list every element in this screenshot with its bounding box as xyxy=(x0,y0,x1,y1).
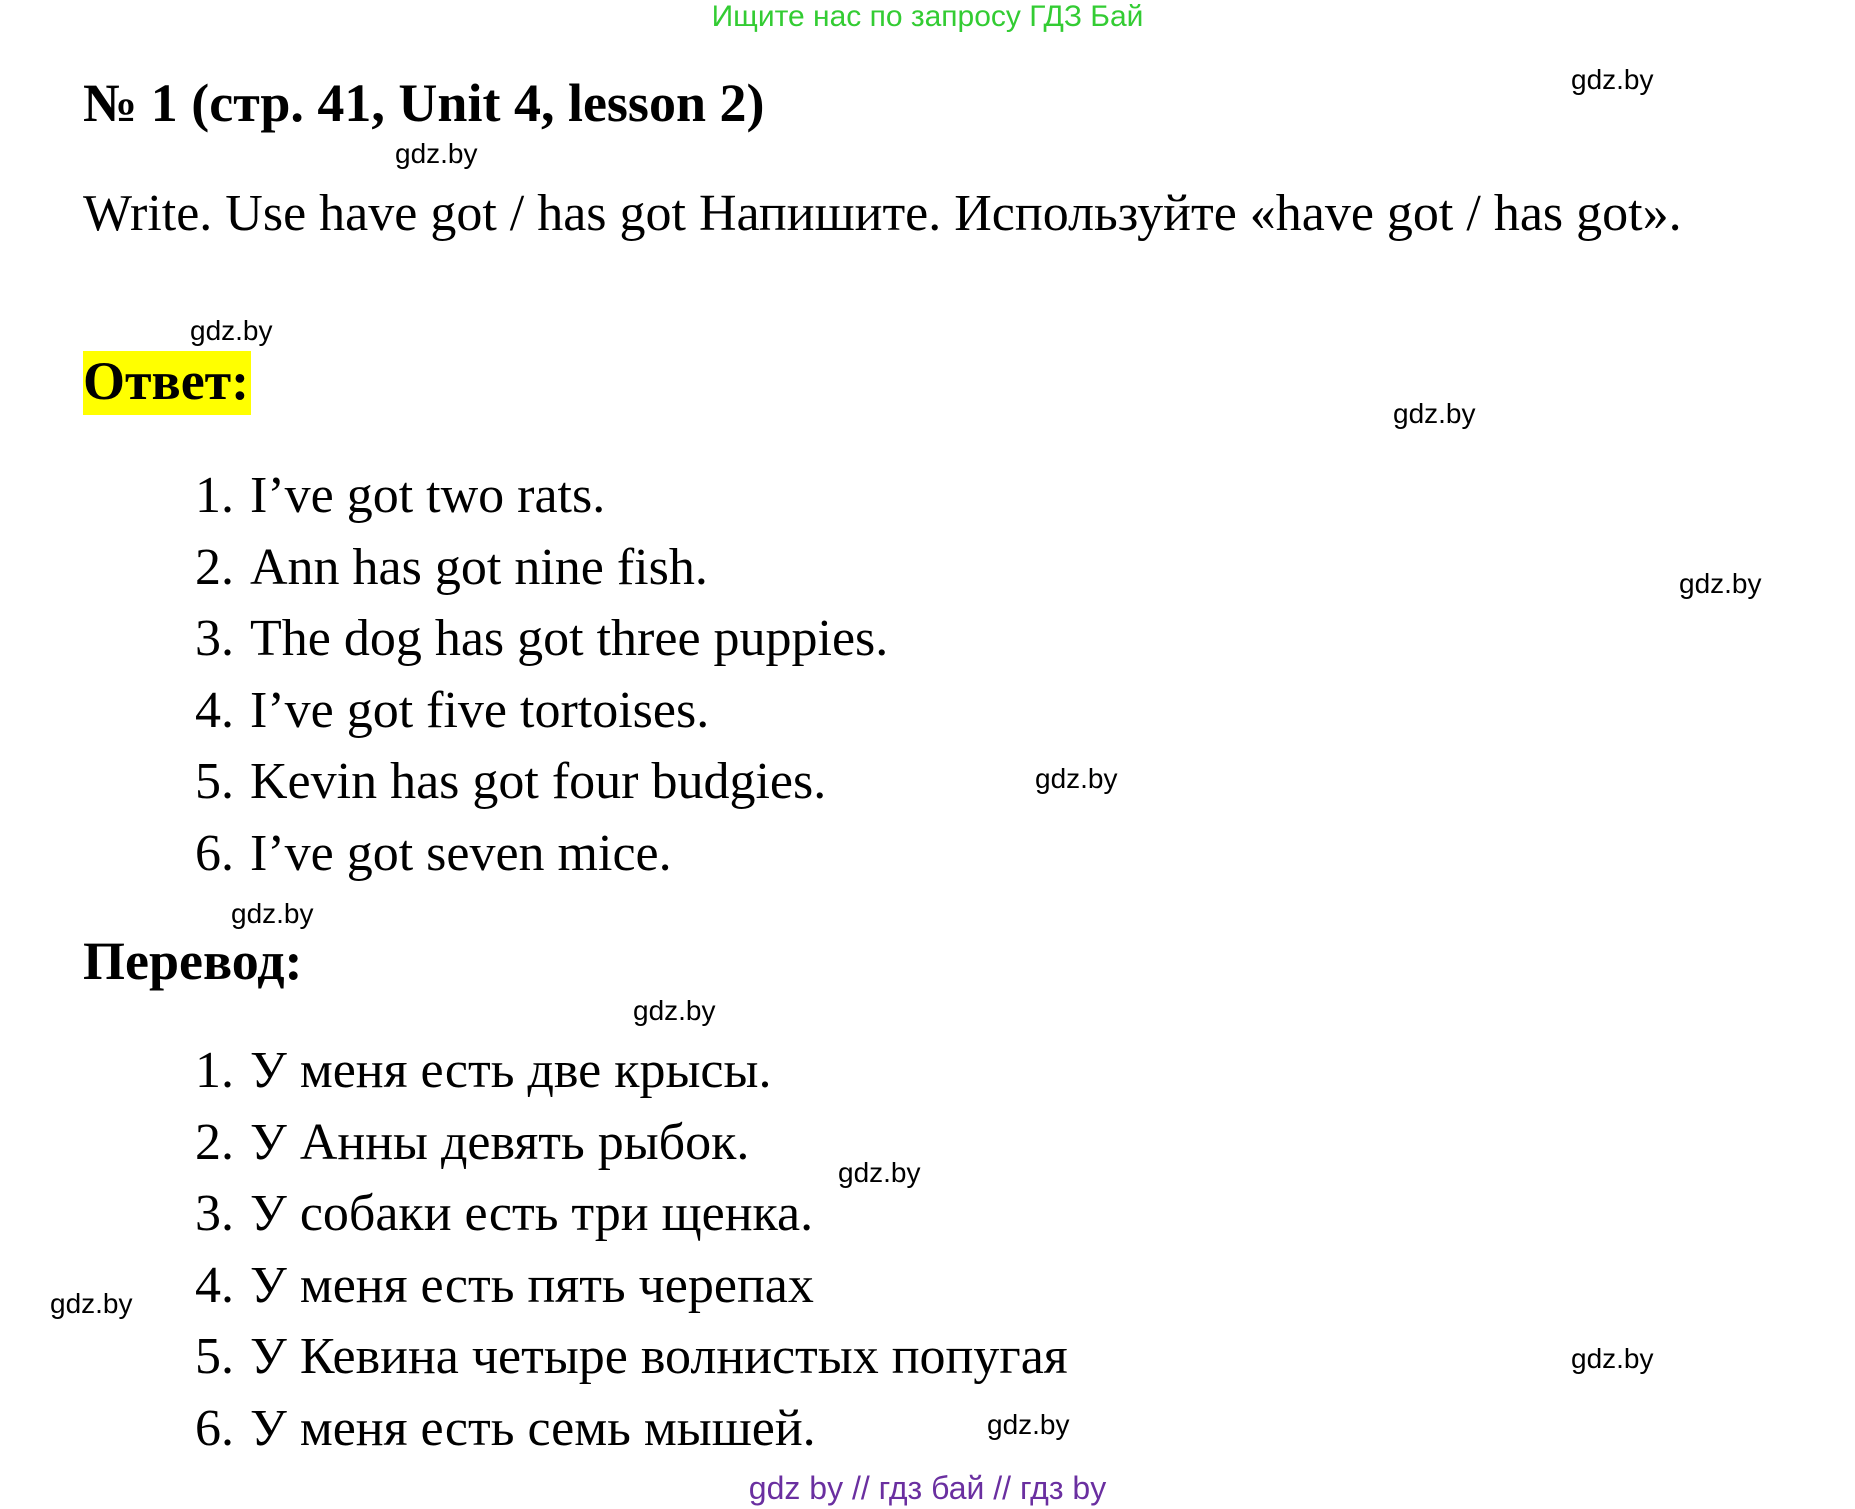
item-number: 1. xyxy=(195,1042,234,1099)
item-text: У собаки есть три щенка. xyxy=(250,1185,814,1243)
item-text: У меня есть две крысы. xyxy=(250,1042,772,1099)
watermark: gdz.by xyxy=(190,315,273,346)
list-item xyxy=(150,1107,1068,1179)
watermark: gdz.by xyxy=(838,1157,921,1188)
list-item xyxy=(150,1250,1068,1322)
watermark: gdz.by xyxy=(1393,398,1476,429)
translation-heading: Перевод: xyxy=(83,931,303,991)
watermark: gdz.by xyxy=(1035,763,1118,794)
footer-watermark: gdz by // гдз бай // гдз by xyxy=(748,1470,1107,1506)
item-number: 3. xyxy=(195,610,234,668)
list-item xyxy=(150,1393,1068,1465)
watermark: gdz.by xyxy=(987,1409,1070,1440)
watermark: gdz.by xyxy=(1571,64,1654,95)
list-item xyxy=(150,1178,1068,1250)
list-item xyxy=(150,1321,1068,1393)
item-text: У меня есть семь мышей. xyxy=(250,1399,816,1457)
exercise-title: № 1 (стр. 41, Unit 4, lesson 2) xyxy=(83,73,765,133)
watermark: gdz.by xyxy=(1571,1343,1654,1374)
item-number: 6. xyxy=(195,824,234,882)
watermark: gdz.by xyxy=(50,1288,133,1319)
item-text: У Анны девять рыбок. xyxy=(250,1113,750,1171)
translation-list xyxy=(150,1035,1068,1465)
list-item xyxy=(150,746,888,818)
item-number: 1. xyxy=(195,467,234,524)
item-number: 5. xyxy=(195,1328,234,1386)
list-item xyxy=(150,818,888,890)
item-text: I’ve got two rats. xyxy=(250,467,606,524)
list-item xyxy=(150,532,888,604)
list-item xyxy=(150,675,888,747)
answer-heading xyxy=(83,350,251,412)
item-number: 5. xyxy=(195,753,234,811)
item-text: I’ve got seven mice. xyxy=(250,824,672,882)
item-text: The dog has got three puppies. xyxy=(250,610,889,668)
item-number: 6. xyxy=(195,1399,234,1457)
item-text: У меня есть пять черепах xyxy=(250,1256,814,1314)
item-number: 2. xyxy=(195,1113,234,1171)
item-number: 4. xyxy=(195,681,234,739)
list-item xyxy=(150,1035,1068,1107)
answer-list xyxy=(150,460,888,890)
item-text: У Кевина четыре волнистых попугая xyxy=(250,1328,1068,1386)
search-banner: Ищите нас по запросу ГДЗ Бай xyxy=(711,0,1144,33)
answer-heading-label: Ответ: xyxy=(83,351,251,415)
item-text: I’ve got five tortoises. xyxy=(250,681,710,739)
item-number: 2. xyxy=(195,538,234,596)
list-item xyxy=(150,603,888,675)
task-text: Write. Use have got / has got Напишите. Используйте «have got / has got». xyxy=(83,185,1682,242)
list-item xyxy=(150,460,888,532)
watermark: gdz.by xyxy=(395,138,478,169)
item-number: 4. xyxy=(195,1256,234,1314)
watermark: gdz.by xyxy=(231,898,314,929)
item-text: Ann has got nine fish. xyxy=(250,538,708,596)
item-text: Kevin has got four budgies. xyxy=(250,753,827,811)
item-number: 3. xyxy=(195,1185,234,1243)
watermark: gdz.by xyxy=(1679,568,1762,599)
watermark: gdz.by xyxy=(633,995,716,1026)
